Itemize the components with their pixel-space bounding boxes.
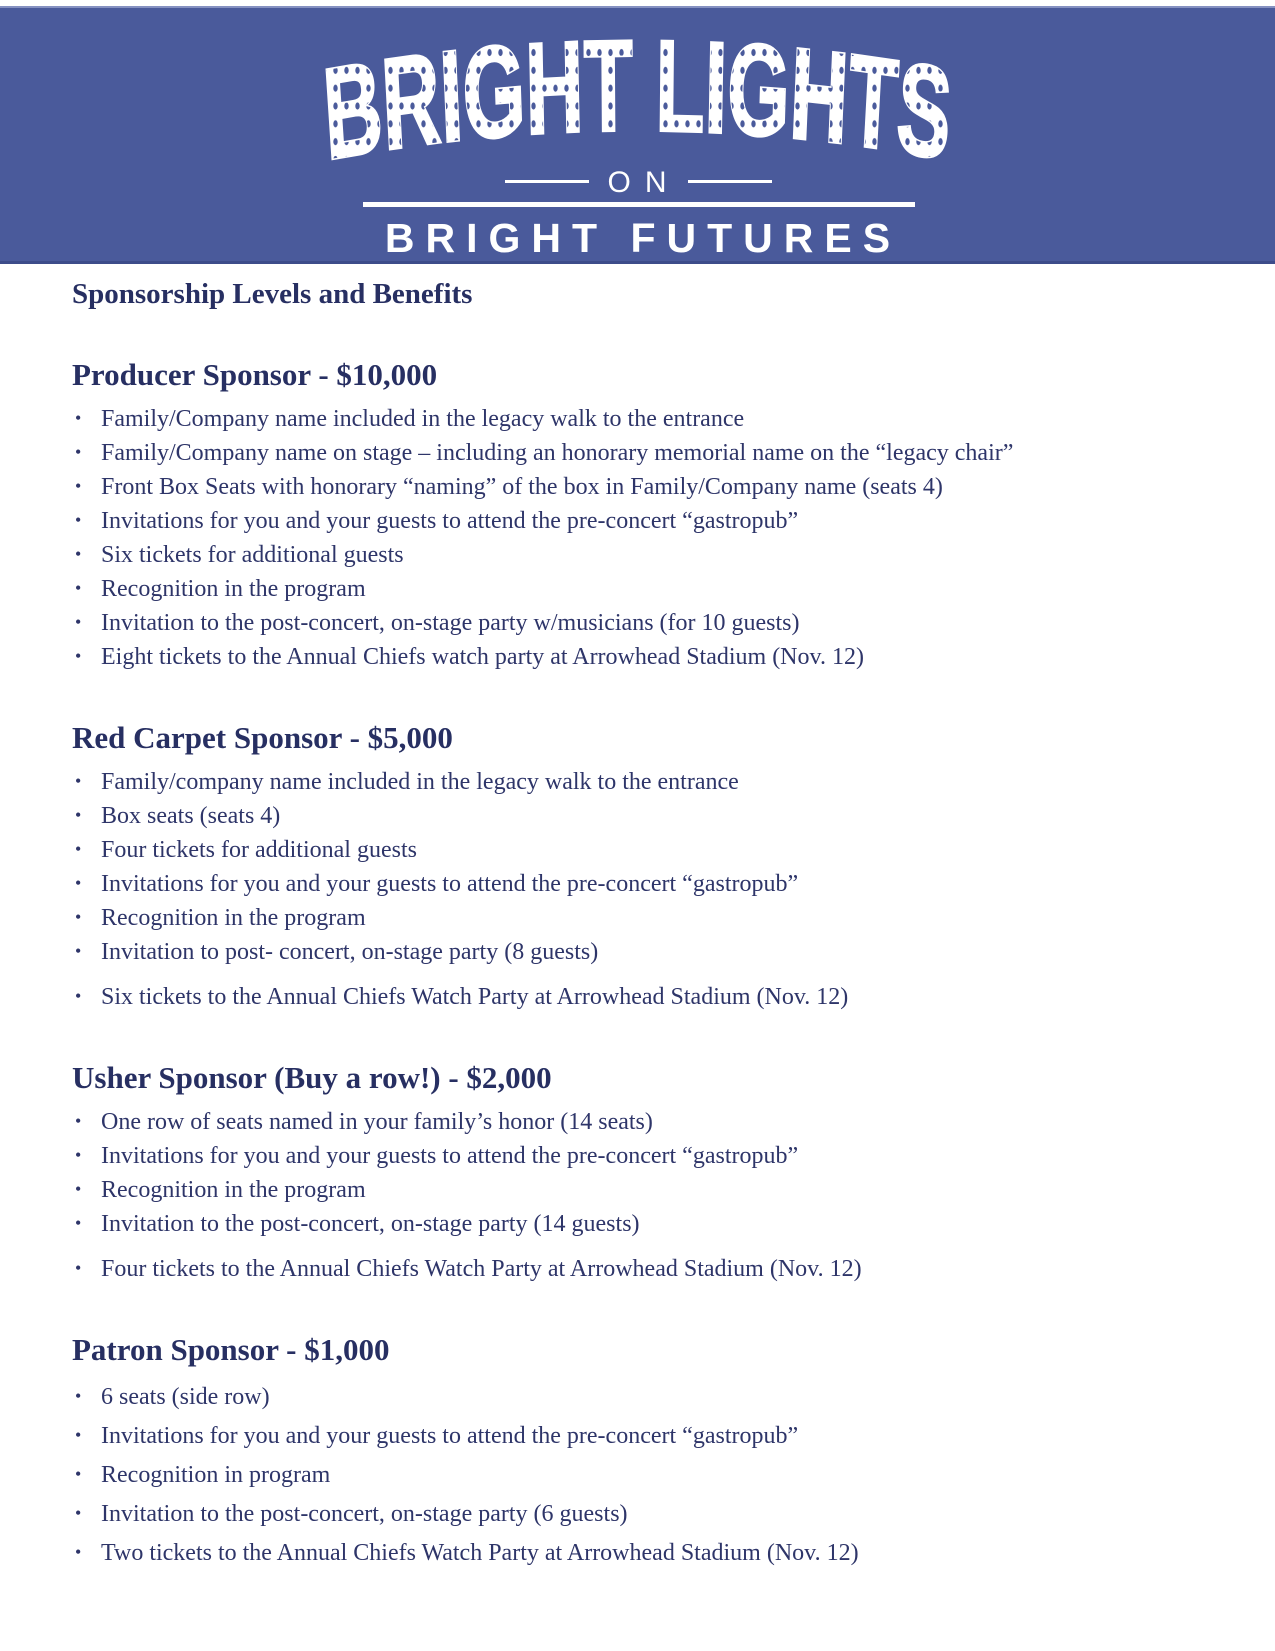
- bullet-icon: •: [75, 907, 82, 927]
- bullet-icon: •: [75, 510, 82, 530]
- benefit-item: [72, 901, 1219, 935]
- benefit-item: [72, 402, 1219, 436]
- logo-on-dash-left: [505, 180, 589, 183]
- flyer-content: [0, 278, 1275, 1572]
- benefit-item: [72, 640, 1219, 674]
- bullet-icon: •: [75, 771, 82, 791]
- benefit-text: Invitation to post- concert, on-stage party (8 guests): [101, 939, 599, 965]
- benefit-item: [72, 470, 1219, 504]
- benefit-item: [72, 980, 1219, 1014]
- bullet-icon: •: [75, 1542, 82, 1562]
- benefit-text: Invitation to the post-concert, on-stage party w/musicians (for 10 guests): [101, 610, 800, 636]
- benefit-item: [72, 1416, 1219, 1455]
- benefit-text: Recognition in program: [101, 1462, 331, 1488]
- logo-subtitle-text: BRIGHT FUTURES: [384, 215, 902, 261]
- logo-on-dash-right: [688, 180, 772, 183]
- bullet-icon: •: [75, 612, 82, 632]
- bullet-icon: •: [75, 986, 82, 1006]
- bullet-icon: •: [75, 873, 82, 893]
- benefit-text: Invitations for you and your guests to attend the pre-concert “gastropub”: [101, 508, 799, 534]
- logo-arc-text: BRIGHT LIGHTS: [319, 13, 956, 188]
- bullet-icon: •: [75, 1464, 82, 1484]
- bullet-icon: •: [75, 1503, 82, 1523]
- benefit-item: [72, 538, 1219, 572]
- bullet-icon: •: [75, 941, 82, 961]
- bullet-icon: •: [75, 1386, 82, 1406]
- benefit-item: [72, 572, 1219, 606]
- benefit-item: [72, 799, 1219, 833]
- benefit-text: Invitations for you and your guests to attend the pre-concert “gastropub”: [101, 1143, 799, 1169]
- section-title: Producer Sponsor - $10,000: [72, 357, 438, 392]
- bullet-icon: •: [75, 476, 82, 496]
- logo-divider-line: [363, 202, 915, 207]
- benefits-list: [72, 765, 1219, 1014]
- benefit-item: [72, 833, 1219, 867]
- benefit-text: Four tickets for additional guests: [101, 837, 417, 863]
- bullet-icon: •: [75, 544, 82, 564]
- benefit-text: Invitation to the post-concert, on-stage party (6 guests): [101, 1501, 628, 1527]
- page-title: Sponsorship Levels and Benefits: [72, 278, 473, 310]
- benefits-list: [72, 1377, 1219, 1572]
- bullet-icon: •: [75, 1111, 82, 1131]
- benefit-text: One row of seats named in your family’s honor (14 seats): [101, 1109, 653, 1135]
- section-red-carpet-sponsor: [72, 720, 1219, 1014]
- section-title: Red Carpet Sponsor - $5,000: [72, 720, 453, 755]
- benefit-text: Recognition in the program: [101, 1177, 366, 1203]
- section-patron-sponsor: [72, 1332, 1219, 1572]
- bullet-icon: •: [75, 839, 82, 859]
- benefit-text: Two tickets to the Annual Chiefs Watch Party at Arrowhead Stadium (Nov. 12): [101, 1540, 859, 1566]
- logo-on-connector: ON: [607, 166, 681, 199]
- benefit-item: [72, 1207, 1219, 1241]
- section-producer-sponsor: [72, 357, 1219, 674]
- benefit-text: Front Box Seats with honorary “naming” of the box in Family/Company name (seats 4): [101, 474, 943, 500]
- bullet-icon: •: [75, 805, 82, 825]
- benefit-item: [72, 1377, 1219, 1416]
- logo-arc-group: [319, 13, 955, 187]
- benefit-text: Family/company name included in the legacy walk to the entrance: [101, 769, 739, 795]
- benefit-item: [72, 1139, 1219, 1173]
- section-title: Usher Sponsor (Buy a row!) - $2,000: [72, 1060, 552, 1095]
- benefits-list: [72, 1105, 1219, 1286]
- benefit-text: 6 seats (side row): [101, 1384, 270, 1410]
- benefit-text: Family/Company name included in the legacy walk to the entrance: [101, 406, 745, 432]
- benefit-text: Eight tickets to the Annual Chiefs watch party at Arrowhead Stadium (Nov. 12): [101, 644, 864, 670]
- benefit-text: Box seats (seats 4): [101, 803, 281, 829]
- bullet-icon: •: [75, 578, 82, 598]
- bullet-icon: •: [75, 646, 82, 666]
- benefit-item: [72, 606, 1219, 640]
- bullet-icon: •: [75, 1213, 82, 1233]
- benefit-text: Six tickets for additional guests: [101, 542, 404, 568]
- benefit-text: Invitations for you and your guests to attend the pre-concert “gastropub”: [101, 871, 799, 897]
- bullet-icon: •: [75, 1425, 82, 1445]
- bullet-icon: •: [75, 1145, 82, 1165]
- bright-lights-logo: [0, 8, 1275, 261]
- benefit-item: [72, 1533, 1219, 1572]
- bullet-icon: •: [75, 408, 82, 428]
- benefit-text: Six tickets to the Annual Chiefs Watch Party at Arrowhead Stadium (Nov. 12): [101, 984, 849, 1010]
- benefit-item: [72, 504, 1219, 538]
- benefit-text: Four tickets to the Annual Chiefs Watch Party at Arrowhead Stadium (Nov. 12): [101, 1256, 862, 1282]
- benefit-item: [72, 765, 1219, 799]
- benefit-text: Invitations for you and your guests to attend the pre-concert “gastropub”: [101, 1423, 799, 1449]
- bullet-icon: •: [75, 1179, 82, 1199]
- section-title: Patron Sponsor - $1,000: [72, 1332, 390, 1367]
- section-usher-sponsor: [72, 1060, 1219, 1286]
- benefit-item: [72, 867, 1219, 901]
- benefit-item: [72, 436, 1219, 470]
- benefit-item: [72, 1173, 1219, 1207]
- benefit-item: [72, 1105, 1219, 1139]
- benefit-text: Recognition in the program: [101, 576, 366, 602]
- benefits-list: [72, 402, 1219, 674]
- benefit-item: [72, 1494, 1219, 1533]
- header-banner: [0, 6, 1275, 264]
- benefit-item: [72, 935, 1219, 969]
- benefit-item: [72, 1455, 1219, 1494]
- benefit-item: [72, 1252, 1219, 1286]
- bullet-icon: •: [75, 442, 82, 462]
- benefit-text: Recognition in the program: [101, 905, 366, 931]
- bullet-icon: •: [75, 1258, 82, 1278]
- benefit-text: Invitation to the post-concert, on-stage party (14 guests): [101, 1211, 640, 1237]
- benefit-text: Family/Company name on stage – including an honorary memorial name on the “legacy chair”: [101, 440, 1014, 466]
